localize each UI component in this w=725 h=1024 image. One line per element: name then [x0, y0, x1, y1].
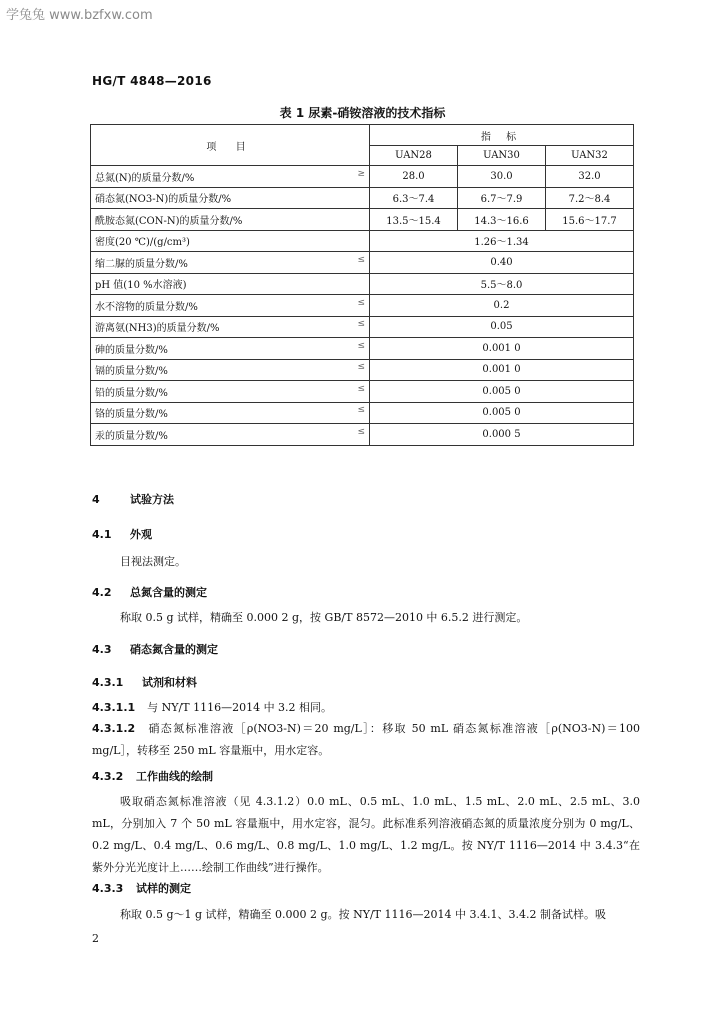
value-cell: 0.2	[370, 295, 634, 317]
section-title: 硝态氮含量的测定	[130, 643, 218, 656]
value-cell: 0.000 5	[370, 424, 634, 446]
row-name: 酰胺态氮(CON-N)的质量分数/%	[95, 215, 243, 227]
value-cell: 0.005 0	[370, 402, 634, 424]
paragraph: 目视法测定。	[120, 555, 186, 568]
row-name-cell	[91, 359, 370, 381]
row-name-cell	[91, 273, 370, 295]
row-name: 硝态氮(NO3-N)的质量分数/%	[95, 194, 232, 206]
clause	[92, 697, 640, 719]
row-name-cell	[91, 209, 370, 231]
row-name-cell	[91, 230, 370, 252]
value-cell: 6.3～7.4	[370, 187, 458, 209]
row-name-cell	[91, 402, 370, 424]
value-cell: 28.0	[370, 166, 458, 188]
value-cell: 0.001 0	[370, 359, 634, 381]
row-name-cell	[91, 338, 370, 360]
value-cell: 0.40	[370, 252, 634, 274]
value-cell: 5.5～8.0	[370, 273, 634, 295]
section-title: 外观	[130, 528, 152, 541]
comparison-mark: ≤	[357, 319, 365, 330]
value-cell: 14.3～16.6	[458, 209, 546, 231]
row-name-cell	[91, 252, 370, 274]
row-name: 汞的质量分数/%	[95, 430, 168, 442]
value-cell: 7.2～8.4	[546, 187, 634, 209]
section-number: 4.1	[92, 528, 112, 541]
grade-header: UAN28	[370, 146, 458, 166]
row-name: 镉的质量分数/%	[95, 366, 168, 378]
paragraph: 称取 0.5 g～1 g 试样，精确至 0.000 2 g。按 NY/T 1116—2014 中 3.4.1、3.4.2 制备试样。吸	[120, 908, 606, 921]
row-name: 铬的质量分数/%	[95, 409, 168, 421]
row-name-cell	[91, 166, 370, 188]
row-name: 密度(20 ℃)/(g/cm³)	[95, 237, 190, 249]
value-cell: 6.7～7.9	[458, 187, 546, 209]
section-heading	[92, 641, 218, 657]
section-number: 4.3.2	[92, 770, 124, 783]
watermark: 学兔兔 www.bzfxw.com	[6, 8, 153, 23]
indicator-header: 指 标	[370, 125, 634, 146]
standard-code: HG/T 4848—2016	[92, 74, 212, 88]
comparison-mark: ≤	[357, 340, 365, 351]
section-title: 试验方法	[130, 493, 174, 506]
row-name: pH 值(10 %水溶液)	[95, 280, 187, 292]
comparison-mark: ≤	[357, 426, 365, 437]
comparison-mark: ≤	[357, 405, 365, 416]
section-number: 4.3.3	[92, 882, 124, 895]
section-heading	[92, 526, 152, 542]
section-heading	[92, 768, 213, 784]
row-name: 砷的质量分数/%	[95, 344, 168, 356]
table-row	[91, 166, 634, 188]
table-row	[91, 273, 634, 295]
comparison-mark: ≤	[357, 254, 365, 265]
page-number: 2	[92, 932, 99, 945]
spec-table	[90, 124, 634, 446]
table-row	[91, 230, 634, 252]
section-heading	[92, 880, 191, 896]
item-header: 项 目	[91, 125, 370, 166]
grade-header: UAN30	[458, 146, 546, 166]
paragraph: 吸取硝态氮标准溶液（见 4.3.1.2）0.0 mL、0.5 mL、1.0 mL、1.5 mL、2.0 mL、2.5 mL、3.0 mL，分别加入 7 个 50 mL 容量瓶中，用水定容，混匀。此标准系列溶液硝态氮的质量浓度分别为 0 mg/L、0.2 mg/L、0.4 mg/L、0.6 mg/L、0.8 mg/L、1.0 mg/L、1.2 mg/L。按 NY/T 1116—2014 中 3.4.3“在紫外分光光度计上……绘制工作曲线”进行操作。	[92, 795, 640, 874]
section-title: 试样的测定	[136, 882, 191, 895]
table-title: 表 1 尿素-硝铵溶液的技术指标	[279, 106, 446, 120]
section-number: 4.2	[92, 586, 112, 599]
grade-header: UAN32	[546, 146, 634, 166]
clause-text: 与 NY/T 1116—2014 中 3.2 相同。	[147, 701, 333, 714]
comparison-mark: ≤	[357, 297, 365, 308]
value-cell: 32.0	[546, 166, 634, 188]
table-row	[91, 187, 634, 209]
row-name-cell	[91, 381, 370, 403]
section-title: 工作曲线的绘制	[136, 770, 213, 783]
value-cell: 30.0	[458, 166, 546, 188]
row-name: 铅的质量分数/%	[95, 387, 168, 399]
section-number: 4.3	[92, 643, 112, 656]
row-name: 游离氨(NH3)的质量分数/%	[95, 323, 220, 335]
paragraph: 称取 0.5 g 试样，精确至 0.000 2 g，按 GB/T 8572—2010 中 6.5.2 进行测定。	[120, 611, 528, 624]
value-cell: 0.005 0	[370, 381, 634, 403]
section-title: 总氮含量的测定	[130, 586, 207, 599]
value-cell: 13.5～15.4	[370, 209, 458, 231]
table-row	[91, 295, 634, 317]
row-name-cell	[91, 424, 370, 446]
table-row	[91, 252, 634, 274]
section-number: 4.3.1	[92, 676, 124, 689]
value-cell: 15.6～17.7	[546, 209, 634, 231]
section-heading	[92, 584, 207, 600]
clause	[92, 718, 640, 762]
section-heading	[92, 674, 197, 690]
row-name: 总氮(N)的质量分数/%	[95, 172, 195, 184]
comparison-mark: ≥	[357, 168, 365, 179]
clause-number: 4.3.1.1	[92, 701, 136, 714]
row-name: 缩二脲的质量分数/%	[95, 258, 188, 270]
table-row	[91, 338, 634, 360]
value-cell: 0.05	[370, 316, 634, 338]
section-number: 4	[92, 493, 100, 506]
value-cell: 0.001 0	[370, 338, 634, 360]
row-name: 水不溶物的质量分数/%	[95, 301, 198, 313]
clause-number: 4.3.1.2	[92, 722, 136, 735]
clause-text: 硝态氮标准溶液［ρ(NO3-N)＝20 mg/L］：移取 50 mL 硝态氮标准溶液［ρ(NO3-N)＝100 mg/L］，转移至 250 mL 容量瓶中，用水定容。	[92, 722, 640, 757]
row-name-cell	[91, 187, 370, 209]
table-row	[91, 209, 634, 231]
comparison-mark: ≤	[357, 362, 365, 373]
table-row	[91, 359, 634, 381]
section-title: 试剂和材料	[142, 676, 197, 689]
table-row	[91, 316, 634, 338]
section-heading	[92, 491, 174, 507]
comparison-mark: ≤	[357, 383, 365, 394]
row-name-cell	[91, 295, 370, 317]
table-row	[91, 424, 634, 446]
table-row	[91, 381, 634, 403]
table-row	[91, 402, 634, 424]
value-cell: 1.26～1.34	[370, 230, 634, 252]
row-name-cell	[91, 316, 370, 338]
